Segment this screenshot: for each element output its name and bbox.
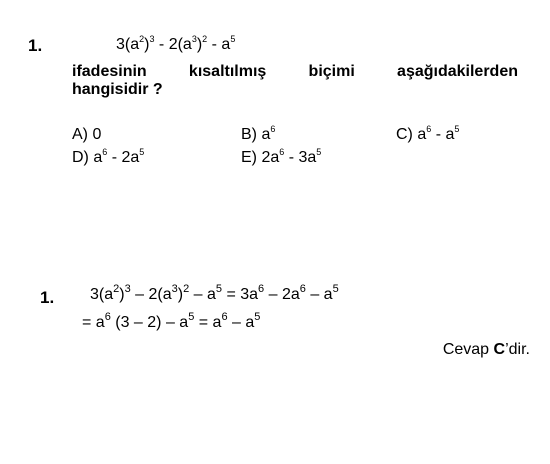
question-expression bbox=[116, 36, 235, 54]
option-exponent: 5 bbox=[454, 124, 460, 134]
option-label: B) bbox=[241, 126, 257, 143]
expr-exponent: 3 bbox=[191, 34, 197, 44]
sol-exponent: 6 bbox=[299, 283, 306, 295]
option-c bbox=[396, 126, 459, 144]
expr-part: ) bbox=[196, 36, 203, 53]
expr-exponent: 2 bbox=[139, 34, 145, 44]
sol-part: – a bbox=[227, 314, 255, 331]
option-exponent: 6 bbox=[279, 147, 285, 157]
option-value: a bbox=[417, 126, 427, 143]
question-text-line2: hangisidir ? bbox=[72, 81, 163, 98]
sol-exponent: 5 bbox=[188, 311, 195, 323]
option-exponent: 5 bbox=[139, 147, 145, 157]
sol-part: – a bbox=[305, 286, 333, 303]
option-d bbox=[72, 149, 144, 167]
option-b bbox=[241, 126, 275, 144]
sol-part: 3(a bbox=[90, 286, 114, 303]
expr-part: 3(a bbox=[116, 36, 140, 53]
option-exponent: 6 bbox=[102, 147, 108, 157]
sol-part: – 2(a bbox=[130, 286, 172, 303]
sol-exponent: 3 bbox=[124, 283, 131, 295]
option-exponent: 5 bbox=[316, 147, 322, 157]
answer-letter: C bbox=[493, 341, 506, 358]
option-exponent: 6 bbox=[426, 124, 432, 134]
answer-line bbox=[443, 341, 530, 359]
sol-exponent: 3 bbox=[171, 283, 178, 295]
expr-part: ) bbox=[144, 36, 150, 53]
option-label: C) bbox=[396, 126, 413, 143]
expr-part: - a bbox=[207, 36, 231, 53]
option-exponent: 6 bbox=[270, 124, 276, 134]
sol-exponent: 2 bbox=[183, 283, 190, 295]
sol-exponent: 5 bbox=[215, 283, 223, 295]
sol-part: = 3a bbox=[222, 286, 259, 303]
option-value: a bbox=[261, 126, 271, 143]
option-value: 2a bbox=[261, 149, 280, 166]
expr-exponent: 2 bbox=[202, 34, 208, 44]
sol-exponent: 6 bbox=[104, 311, 111, 323]
sol-part: (3 – 2) – a bbox=[110, 314, 189, 331]
sol-part: – 2a bbox=[264, 286, 300, 303]
sol-exponent: 6 bbox=[221, 311, 228, 323]
sol-exponent: 2 bbox=[113, 283, 120, 295]
sol-part: – a bbox=[189, 286, 216, 303]
sol-exponent: 6 bbox=[258, 283, 265, 295]
solution-number: 1. bbox=[40, 288, 55, 307]
solution-line1 bbox=[90, 283, 339, 304]
question-text-line1: ifadesinin kısaltılmış biçimi aşağıdakilerden bbox=[72, 63, 518, 80]
option-value: - 3a bbox=[284, 149, 317, 166]
sol-exponent: 5 bbox=[332, 283, 339, 295]
sol-part: = a bbox=[194, 314, 222, 331]
sol-part: ) bbox=[177, 286, 184, 303]
sol-exponent: 5 bbox=[254, 311, 261, 323]
question-number: 1. bbox=[28, 36, 43, 55]
option-value: a bbox=[93, 149, 103, 166]
solution-line2 bbox=[82, 311, 261, 332]
sol-part: = a bbox=[82, 314, 105, 331]
expr-exponent: 5 bbox=[230, 34, 236, 44]
option-value: - 2a bbox=[107, 149, 140, 166]
expr-exponent: 3 bbox=[149, 34, 155, 44]
expr-part: - 2(a bbox=[154, 36, 192, 53]
option-label: E) bbox=[241, 149, 257, 166]
answer-suffix: ’dir. bbox=[505, 341, 530, 358]
option-a bbox=[72, 126, 101, 144]
option-value: 0 bbox=[92, 126, 102, 143]
option-label: D) bbox=[72, 149, 89, 166]
option-value: - a bbox=[431, 126, 455, 143]
answer-prefix: Cevap bbox=[442, 341, 494, 358]
sol-part: ) bbox=[119, 286, 125, 303]
option-e bbox=[241, 149, 321, 167]
option-label: A) bbox=[72, 126, 88, 143]
